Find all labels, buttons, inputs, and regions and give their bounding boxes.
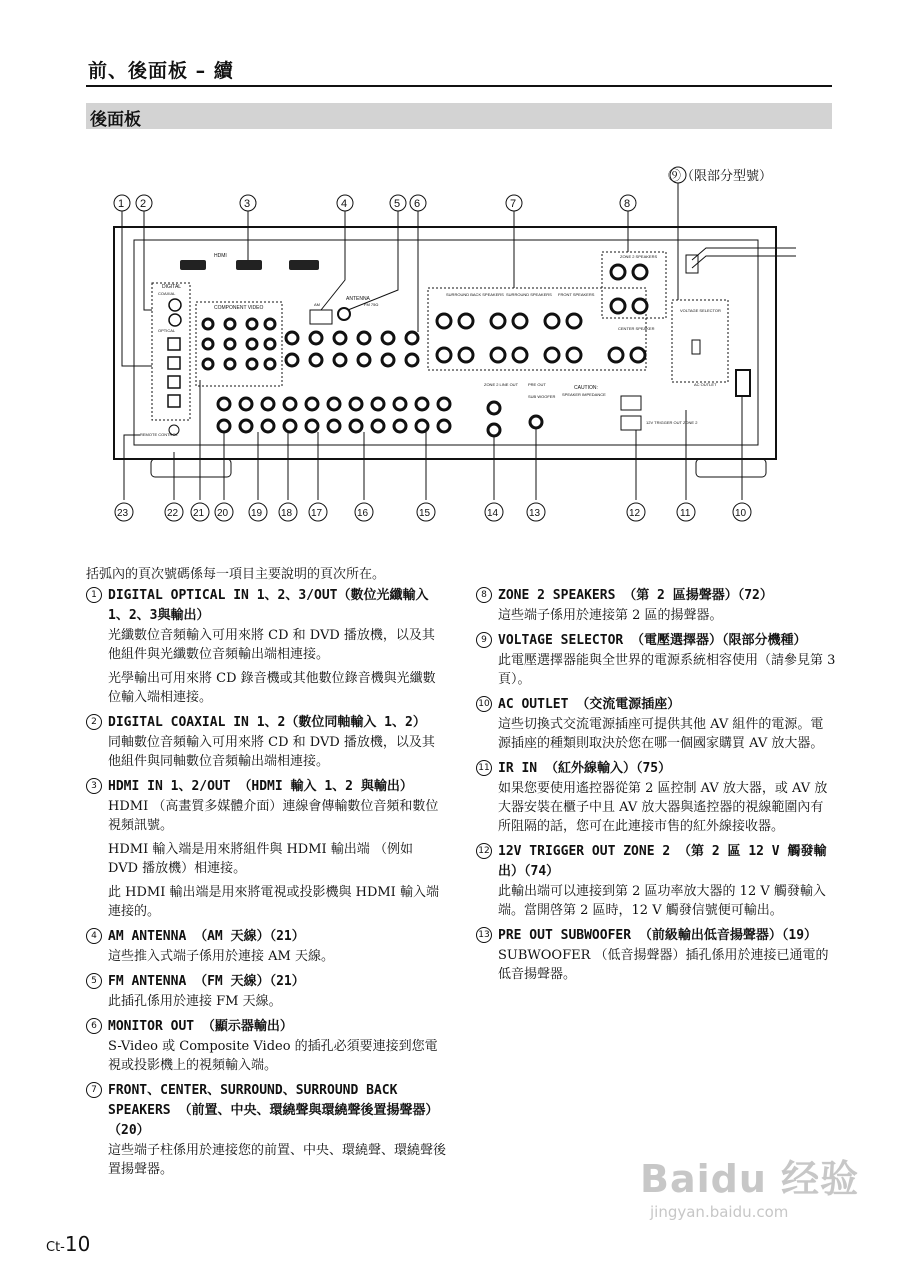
page-number-value: 10 xyxy=(64,1232,91,1256)
description-item xyxy=(86,972,446,1011)
svg-text:21: 21 xyxy=(193,508,205,519)
foot-left xyxy=(151,459,231,477)
svg-text:VOLTAGE SELECTOR: VOLTAGE SELECTOR xyxy=(680,308,721,313)
item-heading: HDMI IN 1、2/OUT （HDMI 輸入 1、2 與輸出） xyxy=(108,779,413,794)
svg-text:10: 10 xyxy=(735,508,747,519)
svg-text:SURROUND BACK SPEAKERS: SURROUND BACK SPEAKERS xyxy=(446,292,504,297)
svg-text:SURROUND SPEAKERS: SURROUND SPEAKERS xyxy=(506,292,552,297)
item-body: 此輸出端可以連接到第 2 區功率放大器的 12 V 觸發輸入端。當開啓第 2 區時，12 V 觸發信號便可輸出。 xyxy=(498,884,826,918)
item-number: 13 xyxy=(476,927,492,943)
item-body: HDMI （高畫質多媒體介面）連線會傳輸數位音頻和數位視頻訊號。 xyxy=(108,799,439,833)
item-number: 4 xyxy=(86,928,102,944)
description-item xyxy=(86,777,446,921)
item-number: 9 xyxy=(476,632,492,648)
description-item xyxy=(86,1017,446,1075)
callout-2 xyxy=(136,195,152,211)
item-body: 此電壓選擇器能與全世界的電源系統相容使用（請參見第 3 頁）。 xyxy=(498,653,836,687)
description-item xyxy=(86,586,446,707)
description-item xyxy=(476,842,836,920)
page-title: 前、後面板 – 續 xyxy=(88,60,234,82)
item-number: 8 xyxy=(476,587,492,603)
svg-text:FRONT SPEAKERS: FRONT SPEAKERS xyxy=(558,292,595,297)
zone2-terminals xyxy=(611,265,647,313)
svg-text:AM: AM xyxy=(314,302,320,307)
speaker-terminals xyxy=(437,314,645,362)
description-column-right xyxy=(476,586,836,990)
svg-text:8: 8 xyxy=(624,198,631,210)
callout-4 xyxy=(337,195,353,211)
am-terminal xyxy=(310,310,332,324)
description-item xyxy=(476,631,836,689)
item-number: 10 xyxy=(476,696,492,712)
svg-text:DIGITAL: DIGITAL xyxy=(162,284,182,290)
svg-text:COMPONENT VIDEO: COMPONENT VIDEO xyxy=(214,305,264,311)
svg-text:ANTENNA: ANTENNA xyxy=(346,296,370,302)
item-number: 3 xyxy=(86,778,102,794)
item-body: 這些切換式交流電源插座可提供其他 AV 組件的電源。電源插座的種類則取決於您在哪一個國家購買 AV 放大器。 xyxy=(498,717,824,751)
intro-text: 括弧內的頁次號碼係每一項目主要說明的頁次所在。 xyxy=(86,567,386,582)
svg-text:6: 6 xyxy=(414,198,421,210)
svg-text:4: 4 xyxy=(341,198,348,210)
description-item xyxy=(476,926,836,984)
svg-text:PRE OUT: PRE OUT xyxy=(528,382,546,387)
item-heading: MONITOR OUT （顯示器輸出） xyxy=(108,1019,293,1034)
svg-text:14: 14 xyxy=(487,508,499,519)
svg-text:ZONE 2 SPEAKERS: ZONE 2 SPEAKERS xyxy=(620,254,658,259)
callout-8 xyxy=(620,195,636,211)
item-heading: FM ANTENNA （FM 天線）（21） xyxy=(108,974,305,989)
svg-text:11: 11 xyxy=(680,508,691,519)
item-body: 同軸數位音頻輸入可用來將 CD 和 DVD 播放機，以及其他組件與同軸數位音頻輸出端相連接。 xyxy=(108,735,435,769)
description-item xyxy=(476,695,836,753)
item-heading: IR IN （紅外線輸入）（75） xyxy=(498,761,672,776)
item-heading: AM ANTENNA （AM 天線）（21） xyxy=(108,929,305,944)
item-heading: AC OUTLET （交流電源插座） xyxy=(498,697,681,712)
description-item xyxy=(86,1081,446,1179)
section-title: 後面板 xyxy=(90,110,141,130)
svg-text:3: 3 xyxy=(244,198,251,210)
leader-lines xyxy=(122,183,742,500)
item-number: 5 xyxy=(86,973,102,989)
svg-text:SUB WOOFER: SUB WOOFER xyxy=(528,394,556,399)
svg-text:18: 18 xyxy=(281,508,293,519)
subwoofer-jack xyxy=(530,416,542,428)
item-body: 這些端子柱係用於連接您的前置、中央、環繞聲、環繞聲後置揚聲器。 xyxy=(108,1143,447,1177)
item-heading: FRONT、CENTER、SURROUND、SURROUND BACK SPEAKERS （前置、中央、環繞聲與環繞聲後置揚聲器）（20） xyxy=(108,1083,439,1138)
item-body: 這些推入式端子係用於連接 AM 天線。 xyxy=(108,949,334,964)
zone2-line-jacks xyxy=(488,402,500,436)
item-number: 12 xyxy=(476,843,492,859)
item-heading: DIGITAL OPTICAL IN 1、2、3/OUT（數位光纖輸入 1、2、3與輸出） xyxy=(108,588,429,623)
svg-text:HDMI: HDMI xyxy=(214,253,227,259)
item-number: 2 xyxy=(86,714,102,730)
page-prefix: Ct- xyxy=(46,1240,65,1255)
item-body: 光纖數位音頻輸入可用來將 CD 和 DVD 播放機，以及其他組件與光纖數位音頻輸出端相連接。 xyxy=(108,628,435,662)
hdmi-ports xyxy=(180,260,319,270)
power-cord xyxy=(692,248,796,268)
description-item xyxy=(86,713,446,771)
coaxial-jacks xyxy=(169,299,181,326)
svg-text:19: 19 xyxy=(251,508,263,519)
title-divider xyxy=(86,85,832,87)
svg-text:SPEAKER IMPEDANCE: SPEAKER IMPEDANCE xyxy=(562,392,606,397)
item-heading: VOLTAGE SELECTOR （電壓選擇器）（限部分機種） xyxy=(498,633,807,648)
svg-text:15: 15 xyxy=(419,508,431,519)
watermark xyxy=(640,1148,859,1221)
item-number: 7 xyxy=(86,1082,102,1098)
ac-outlet xyxy=(736,370,750,396)
callout-7 xyxy=(506,195,522,211)
watermark-url: jingyan.baidu.com xyxy=(650,1203,789,1221)
svg-text:2: 2 xyxy=(140,198,147,210)
item-body: 這些端子係用於連接第 2 區的揚聲器。 xyxy=(498,608,723,623)
item-heading: ZONE 2 SPEAKERS （第 2 區揚聲器）（72） xyxy=(498,588,773,603)
item-body: HDMI 輸入端是用來將組件與 HDMI 輸出端 （例如 DVD 播放機）相連接。 xyxy=(108,842,413,876)
item-heading: 12V TRIGGER OUT ZONE 2 （第 2 區 12 V 觸發輸出）（74） xyxy=(498,844,827,879)
model-note: ⑨（限部分型號） xyxy=(668,168,773,183)
item-body: 光學輸出可用來將 CD 錄音機或其他數位錄音機與光纖數位輸入端相連接。 xyxy=(108,671,436,705)
item-body: 此 HDMI 輸出端是用來將電視或投影機與 HDMI 輸入端連接的。 xyxy=(108,885,439,919)
svg-text:12V TRIGGER OUT ZONE 2: 12V TRIGGER OUT ZONE 2 xyxy=(646,420,698,425)
item-body: S-Video 或 Composite Video 的插孔必須要連接到您電視或投影機上的視頻輸入端。 xyxy=(108,1039,438,1073)
digital-input-block xyxy=(152,283,190,420)
svg-text:17: 17 xyxy=(311,508,323,519)
item-body: SUBWOOFER （低音揚聲器）插孔係用於連接已通電的低音揚聲器。 xyxy=(498,948,829,982)
svg-text:COAXIAL: COAXIAL xyxy=(158,291,176,296)
svg-text:5: 5 xyxy=(394,198,401,210)
svg-text:22: 22 xyxy=(167,508,179,519)
svg-text:OPTICAL: OPTICAL xyxy=(158,328,176,333)
foot-right xyxy=(696,459,766,477)
svg-text:16: 16 xyxy=(357,508,369,519)
svg-text:FM 75Ω: FM 75Ω xyxy=(364,302,379,307)
svg-text:20: 20 xyxy=(217,508,229,519)
video-jacks xyxy=(218,332,450,432)
svg-text:12: 12 xyxy=(629,508,641,519)
section-header xyxy=(86,103,832,129)
description-item xyxy=(476,586,836,625)
item-body: 如果您要使用遙控器從第 2 區控制 AV 放大器，或 AV 放大器安裝在櫃子中且 AV 放大器與遙控器的視線範圍內有所阻隔的話，您可在此連接市售的紅外線接收器。 xyxy=(498,781,828,834)
optical-jacks xyxy=(168,338,180,407)
watermark-logo: Baidu 经验 xyxy=(640,1157,860,1201)
description-item xyxy=(476,759,836,836)
callout-6 xyxy=(410,195,426,211)
description-column-left xyxy=(86,586,446,1185)
bottom-callouts xyxy=(115,503,751,521)
svg-text:23: 23 xyxy=(117,508,129,519)
callout-5 xyxy=(390,195,406,211)
svg-text:7: 7 xyxy=(510,198,517,210)
item-number: 6 xyxy=(86,1018,102,1034)
svg-text:CENTER SPEAKER: CENTER SPEAKER xyxy=(618,326,655,331)
item-heading: DIGITAL COAXIAL IN 1、2（數位同軸輸入 1、2） xyxy=(108,715,426,730)
item-number: 1 xyxy=(86,587,102,603)
page-number xyxy=(46,1232,90,1256)
svg-text:REMOTE CONTROL: REMOTE CONTROL xyxy=(140,432,178,437)
svg-text:13: 13 xyxy=(529,508,541,519)
component-jacks xyxy=(203,319,275,369)
callout-1 xyxy=(114,195,130,211)
item-heading: PRE OUT SUBWOOFER （前級輸出低音揚聲器）（19） xyxy=(498,928,818,943)
rear-panel-diagram xyxy=(96,160,796,530)
top-callouts xyxy=(114,167,686,211)
svg-text:CAUTION:: CAUTION: xyxy=(574,385,598,391)
callout-3 xyxy=(240,195,256,211)
item-body: 此插孔係用於連接 FM 天線。 xyxy=(108,994,282,1009)
item-number: 11 xyxy=(476,760,492,776)
svg-text:1: 1 xyxy=(118,198,125,210)
svg-text:AC OUTLET: AC OUTLET xyxy=(694,382,717,387)
description-item xyxy=(86,927,446,966)
svg-text:ZONE 2 LINE OUT: ZONE 2 LINE OUT xyxy=(484,382,519,387)
